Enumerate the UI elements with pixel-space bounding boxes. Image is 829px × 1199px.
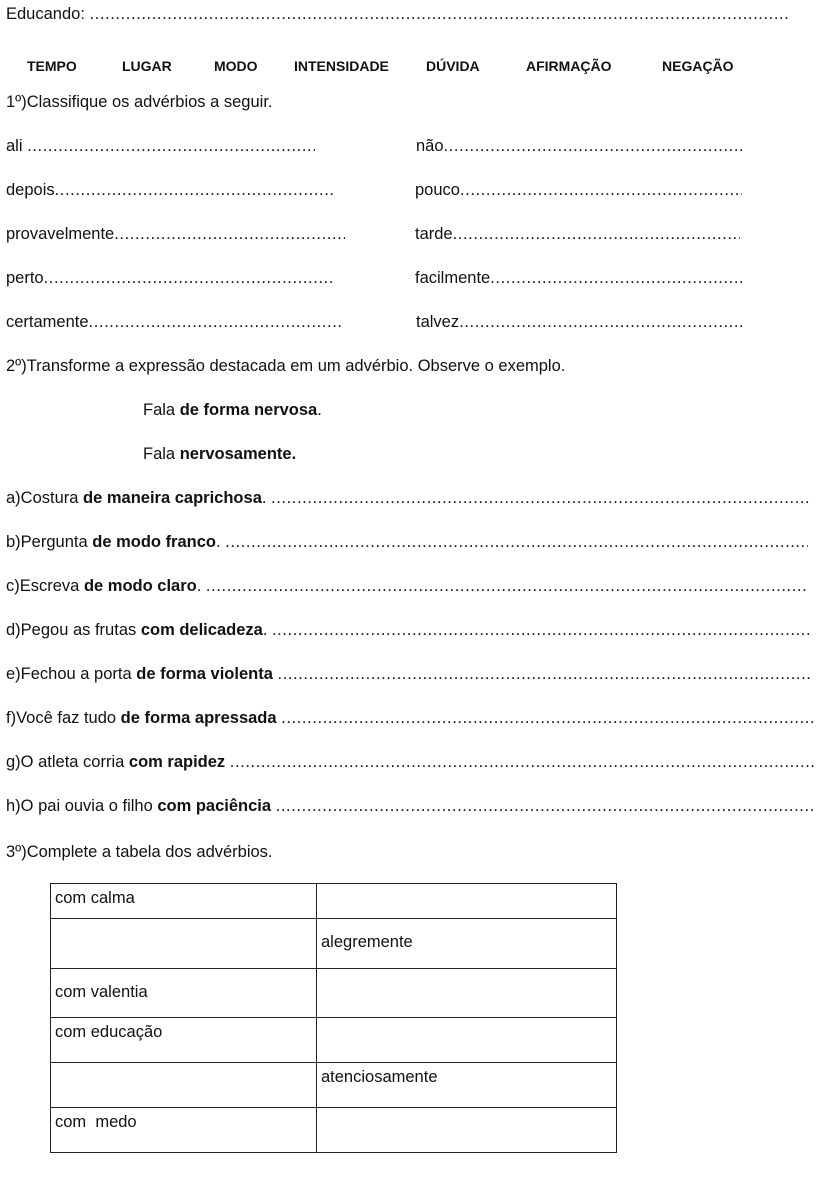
exercise-line[interactable]: e)Fechou a porta de forma violenta ..... — [6, 663, 812, 685]
highlighted-expression: de modo franco — [92, 533, 216, 551]
table-cell-answer[interactable] — [317, 969, 617, 1018]
table-cell: com calma — [51, 884, 317, 919]
exercise-line[interactable]: h)O pai ouvia o filho com paciência ..... — [6, 795, 814, 817]
highlighted-expression: de modo claro — [83, 577, 197, 595]
adverb-word: tarde — [415, 225, 453, 243]
student-name-line[interactable] — [6, 3, 790, 25]
category-modo: MODO — [214, 58, 258, 74]
table-cell-answer[interactable] — [317, 1108, 617, 1153]
adverb-word: perto — [6, 269, 44, 287]
table-row — [51, 1108, 617, 1153]
adverb-word: não — [416, 137, 444, 155]
student-label: Educando: — [6, 5, 85, 23]
table-row — [51, 884, 617, 919]
adverb-word: facilmente — [415, 269, 491, 287]
table-row — [51, 1063, 617, 1108]
answer-line[interactable] — [415, 267, 743, 289]
answer-line[interactable] — [6, 179, 336, 201]
adverb-word: pouco — [415, 181, 460, 199]
question-1-title: 1º)Classifique os advérbios a seguir. — [6, 93, 273, 111]
exercise-line[interactable]: b)Pergunta de modo franco. ..... — [6, 531, 808, 553]
adverb-word: ali — [6, 137, 28, 155]
highlighted-adverb: nervosamente. — [179, 445, 297, 463]
answer-line[interactable] — [416, 311, 745, 333]
table-cell-answer[interactable] — [51, 1063, 317, 1108]
table-cell: com medo — [51, 1108, 317, 1153]
exercise-line[interactable]: f)Você faz tudo de forma apressada ..... — [6, 707, 814, 729]
table-cell: com valentia — [51, 969, 317, 1018]
table-row — [51, 919, 617, 969]
table-cell: atenciosamente — [317, 1063, 617, 1108]
exercise-line[interactable]: d)Pegou as frutas com delicadeza. ..... — [6, 619, 810, 641]
example-line-1: Fala de forma nervosa. — [143, 401, 322, 419]
adverb-word: talvez — [416, 313, 460, 331]
adverb-word: provavelmente — [6, 225, 115, 243]
example-line-2: Fala nervosamente. — [143, 445, 297, 463]
category-afirmacao: AFIRMAÇÃO — [526, 58, 612, 74]
category-duvida: DÚVIDA — [426, 58, 480, 74]
highlighted-expression: de forma nervosa — [179, 401, 318, 419]
answer-line[interactable] — [416, 135, 744, 157]
exercise-line[interactable]: g)O atleta corria com rapidez ..... — [6, 751, 816, 773]
answer-line[interactable] — [415, 179, 742, 201]
exercise-line[interactable]: a)Costura de maneira caprichosa. ..... — [6, 487, 811, 509]
table-cell: com educação — [51, 1018, 317, 1063]
table-cell-answer[interactable] — [317, 884, 617, 919]
table-row — [51, 969, 617, 1018]
table-row — [51, 1018, 617, 1063]
answer-line[interactable] — [6, 311, 342, 333]
highlighted-expression: de forma violenta — [136, 665, 273, 683]
highlighted-expression: de forma apressada — [120, 709, 277, 727]
adverb-word: certamente — [6, 313, 89, 331]
question-2-title: 2º)Transforme a expressão destacada em um advérbio. Observe o exemplo. — [6, 357, 566, 375]
answer-line[interactable] — [6, 135, 315, 157]
answer-line[interactable] — [6, 267, 332, 289]
adverb-table — [50, 883, 617, 1153]
question-3-title: 3º)Complete a tabela dos advérbios. — [6, 843, 273, 861]
highlighted-expression: de maneira caprichosa — [83, 489, 262, 507]
category-negacao: NEGAÇÃO — [662, 58, 734, 74]
answer-line[interactable] — [415, 223, 740, 245]
highlighted-expression: com rapidez — [128, 753, 226, 771]
category-intensidade: INTENSIDADE — [294, 58, 389, 74]
adverb-word: depois — [6, 181, 55, 199]
table-cell: alegremente — [317, 919, 617, 969]
category-tempo: TEMPO — [27, 58, 77, 74]
table-cell-answer[interactable] — [317, 1018, 617, 1063]
table-cell-answer[interactable] — [51, 919, 317, 969]
exercise-line[interactable]: c)Escreva de modo claro. ..... — [6, 575, 807, 597]
highlighted-expression: com paciência — [157, 797, 272, 815]
highlighted-expression: com delicadeza — [140, 621, 263, 639]
answer-line[interactable] — [6, 223, 345, 245]
adverb-categories — [0, 56, 829, 76]
category-lugar: LUGAR — [122, 58, 172, 74]
